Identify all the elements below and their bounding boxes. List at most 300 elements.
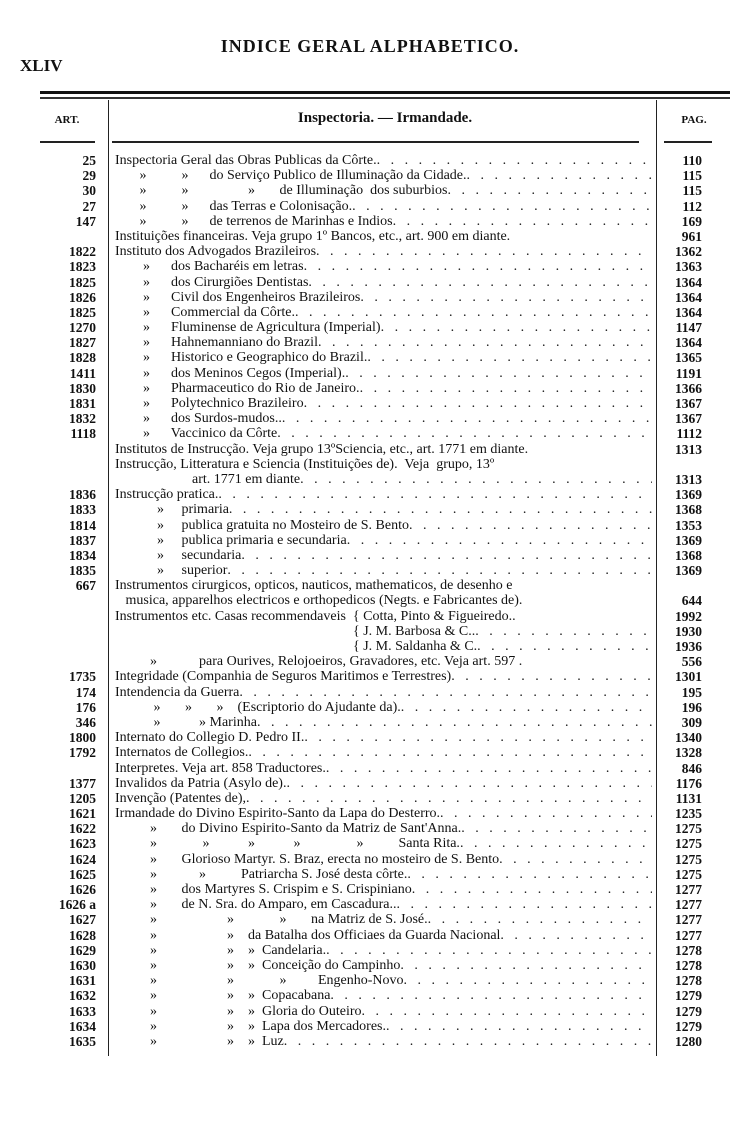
entry-text-line bbox=[115, 745, 652, 760]
index-entry bbox=[0, 639, 736, 654]
index-table bbox=[0, 153, 736, 1049]
dot-leader bbox=[286, 776, 652, 791]
header-rule-thin bbox=[40, 97, 730, 99]
article-number: 1633 bbox=[69, 1003, 96, 1019]
entry-text: » » de terrenos de Marinhas e Indios bbox=[115, 213, 393, 229]
entry-text-line bbox=[115, 730, 652, 745]
entry-text-line bbox=[115, 396, 652, 411]
entry-text: » dos Cirurgiões Dentistas bbox=[115, 274, 309, 290]
entry-text: Irmandade do Divino Espirito-Santo da Lapa do Desterro. bbox=[115, 806, 441, 822]
dot-leader bbox=[477, 639, 652, 654]
article-number: 1627 bbox=[69, 912, 96, 928]
index-entry bbox=[0, 593, 736, 608]
entry-text-line bbox=[115, 882, 652, 897]
dot-leader bbox=[330, 988, 652, 1003]
dot-leader bbox=[404, 973, 652, 988]
page-number: 1279 bbox=[675, 988, 702, 1004]
page-number: 195 bbox=[681, 684, 702, 700]
index-entry bbox=[0, 214, 736, 229]
entry-text: Instrucção pratica. bbox=[115, 487, 219, 503]
page-number: 1366 bbox=[675, 380, 702, 396]
page-number: 1930 bbox=[675, 623, 702, 639]
page-number: 1364 bbox=[675, 304, 702, 320]
page-number: 644 bbox=[681, 593, 702, 609]
entry-text: » do Divino Espirito-Santo da Matriz de Sant'Anna. bbox=[115, 821, 462, 837]
page-number: 1112 bbox=[676, 426, 702, 442]
dot-leader bbox=[412, 882, 652, 897]
index-entry bbox=[0, 715, 736, 730]
dot-leader bbox=[304, 259, 652, 274]
header-rule bbox=[40, 91, 730, 94]
entry-text-line bbox=[115, 199, 652, 214]
entry-text-line bbox=[115, 214, 652, 229]
index-entry bbox=[0, 912, 736, 927]
index-entry bbox=[0, 442, 736, 457]
article-number: 1624 bbox=[69, 851, 96, 867]
page-number: 309 bbox=[681, 714, 702, 730]
dot-leader bbox=[284, 1034, 652, 1049]
page-number: 196 bbox=[681, 699, 702, 715]
entry-text: » » » Conceição do Campinho bbox=[115, 957, 401, 973]
entry-text: Institutos de Instrucção. Veja grupo 13ºSciencia, etc., art. 1771 em diante. bbox=[115, 441, 529, 457]
index-entry bbox=[0, 609, 736, 624]
article-number: 1635 bbox=[69, 1033, 96, 1049]
page-number: 1278 bbox=[675, 942, 702, 958]
entry-text: { J. M. Barbosa & C.. bbox=[115, 623, 476, 639]
entry-text: » » Patriarcha S. José desta côrte. bbox=[115, 866, 408, 882]
entry-text: musica, apparelhos electricos e orthopedicos (Negts. e Fabricantes de). bbox=[115, 593, 523, 609]
index-entry bbox=[0, 563, 736, 578]
page-number: 1992 bbox=[675, 608, 702, 624]
index-entry bbox=[0, 821, 736, 836]
dot-leader bbox=[300, 472, 652, 487]
article-number: 176 bbox=[75, 699, 96, 715]
index-entry bbox=[0, 836, 736, 851]
page-number: 1936 bbox=[675, 639, 702, 654]
dot-leader bbox=[316, 244, 652, 259]
entry-text-line bbox=[115, 943, 652, 958]
entry-text-line bbox=[115, 518, 652, 533]
page-number: 1363 bbox=[675, 259, 702, 275]
article-number: 1825 bbox=[69, 274, 96, 290]
index-entry bbox=[0, 958, 736, 973]
entry-text-line bbox=[115, 305, 652, 320]
index-entry bbox=[0, 882, 736, 897]
entry-text: » Historico e Geographico do Brazil. bbox=[115, 350, 368, 366]
entry-text: » » » Luz bbox=[115, 1033, 284, 1049]
dot-leader bbox=[367, 350, 652, 365]
index-entry bbox=[0, 396, 736, 411]
page-number: 1176 bbox=[675, 775, 702, 791]
article-number: 147 bbox=[75, 213, 96, 229]
entry-text-line bbox=[115, 244, 652, 259]
article-number: 667 bbox=[75, 578, 96, 594]
article-number: 174 bbox=[75, 684, 96, 700]
page-number: 1275 bbox=[675, 821, 702, 837]
column-header-art: ART. bbox=[54, 114, 80, 126]
entry-text-line bbox=[115, 563, 652, 578]
entry-text-line bbox=[115, 153, 652, 168]
entry-text-line bbox=[115, 457, 652, 472]
page-number: 1275 bbox=[675, 866, 702, 882]
entry-text: » Hahnemanniano do Brazil bbox=[115, 335, 318, 351]
page-number: 115 bbox=[682, 168, 702, 184]
dot-leader bbox=[381, 320, 652, 335]
entry-text: » dos Surdos-mudos.. bbox=[115, 411, 282, 427]
index-entry bbox=[0, 1019, 736, 1034]
entry-text: Instrumentos cirurgicos, opticos, nauticos, mathematicos, de desenho e bbox=[115, 578, 513, 594]
index-entry bbox=[0, 928, 736, 943]
dot-leader bbox=[295, 305, 652, 320]
entry-text-line bbox=[115, 836, 652, 851]
entry-text: » » » Copacabana bbox=[115, 988, 331, 1004]
entry-text: » dos Bacharéis em letras bbox=[115, 259, 304, 275]
entry-text: Integridade (Companhia de Seguros Maritimos e Terrestres) bbox=[115, 669, 452, 685]
entry-text: » Vaccinico da Côrte bbox=[115, 426, 278, 442]
entry-text: Intendencia da Guerra bbox=[115, 684, 240, 700]
dot-leader bbox=[308, 275, 652, 290]
index-entry bbox=[0, 1004, 736, 1019]
article-number: 1626 bbox=[69, 882, 96, 897]
dot-leader bbox=[451, 669, 652, 684]
dot-leader bbox=[326, 943, 652, 958]
entry-text-line bbox=[115, 624, 652, 639]
entry-text: Instrucção, Litteratura e Sciencia (Instituições de). Veja grupo, 13º bbox=[115, 456, 495, 472]
dot-leader bbox=[318, 335, 652, 350]
dot-leader bbox=[409, 518, 652, 533]
entry-text-line bbox=[115, 472, 652, 487]
entry-text: » » das Terras e Colonisação. bbox=[115, 198, 353, 214]
entry-text-line bbox=[115, 487, 652, 502]
index-entry bbox=[0, 578, 736, 593]
article-number: 1205 bbox=[69, 790, 96, 806]
entry-text-line bbox=[115, 988, 652, 1003]
dot-leader bbox=[257, 715, 652, 730]
index-entry bbox=[0, 1034, 736, 1049]
page-number: 1277 bbox=[675, 882, 702, 897]
article-number: 1831 bbox=[69, 396, 96, 411]
page-number: 112 bbox=[682, 198, 702, 214]
article-number: 1629 bbox=[69, 942, 96, 958]
index-entry bbox=[0, 700, 736, 715]
article-number: 1837 bbox=[69, 532, 96, 548]
index-entry bbox=[0, 335, 736, 350]
column-header-pag: PAG. bbox=[681, 114, 707, 126]
dot-leader bbox=[360, 290, 652, 305]
dot-leader bbox=[360, 381, 652, 396]
article-number: 1830 bbox=[69, 380, 96, 396]
article-number: 1377 bbox=[69, 775, 96, 791]
index-entry bbox=[0, 290, 736, 305]
index-entry bbox=[0, 730, 736, 745]
entry-text-line bbox=[115, 639, 652, 654]
entry-text-line bbox=[115, 168, 652, 183]
index-entry bbox=[0, 745, 736, 760]
entry-text-line bbox=[115, 1019, 652, 1034]
page-number: 1369 bbox=[675, 532, 702, 548]
page-number: 1367 bbox=[675, 411, 702, 427]
entry-text-line bbox=[115, 578, 652, 593]
entry-text-line bbox=[115, 229, 652, 244]
index-entry bbox=[0, 411, 736, 426]
entry-text-line bbox=[115, 548, 652, 563]
page-number: 1131 bbox=[675, 790, 702, 806]
index-entry bbox=[0, 168, 736, 183]
entry-text-line bbox=[115, 1004, 652, 1019]
entry-text-line bbox=[115, 502, 652, 517]
entry-text: » Glorioso Martyr. S. Braz, erecta no mosteiro de S. Bento bbox=[115, 851, 500, 867]
page-number: 1277 bbox=[675, 927, 702, 943]
article-number: 1834 bbox=[69, 547, 96, 563]
index-entry bbox=[0, 502, 736, 517]
entry-text: » » » Engenho-Novo bbox=[115, 973, 404, 989]
index-entry bbox=[0, 533, 736, 548]
entry-text: Invenção (Patentes de), bbox=[115, 790, 246, 806]
dot-leader bbox=[227, 563, 652, 578]
entry-text: » » » de Illuminação dos suburbios bbox=[115, 183, 448, 199]
index-entry bbox=[0, 350, 736, 365]
article-number: 1622 bbox=[69, 821, 96, 837]
page-number: 1369 bbox=[675, 487, 702, 503]
page-number: 1279 bbox=[675, 1018, 702, 1034]
index-entry bbox=[0, 669, 736, 684]
entry-text: art. 1771 em diante bbox=[115, 471, 301, 487]
entry-text-line bbox=[115, 366, 652, 381]
entry-text: » » » na Matriz de S. José. bbox=[115, 912, 428, 928]
page-number: 1313 bbox=[675, 471, 702, 487]
dot-leader bbox=[428, 912, 652, 927]
index-entry bbox=[0, 244, 736, 259]
art-header-rule bbox=[40, 141, 95, 143]
index-entry bbox=[0, 275, 736, 290]
entry-text: » Commercial da Côrte. bbox=[115, 304, 296, 320]
entry-text-line bbox=[115, 761, 652, 776]
entry-text-line bbox=[115, 867, 652, 882]
entry-text-line bbox=[115, 275, 652, 290]
index-entry bbox=[0, 943, 736, 958]
page-number: 1147 bbox=[675, 320, 702, 336]
article-number: 1631 bbox=[69, 973, 96, 989]
dot-leader bbox=[304, 396, 652, 411]
index-entry bbox=[0, 685, 736, 700]
dot-leader bbox=[239, 685, 652, 700]
entry-text-line bbox=[115, 776, 652, 791]
entry-text-line bbox=[115, 442, 652, 457]
index-entry bbox=[0, 153, 736, 168]
entry-text-line bbox=[115, 669, 652, 684]
entry-text: » Civil dos Engenheiros Brazileiros bbox=[115, 289, 361, 305]
page-number: 169 bbox=[681, 213, 702, 229]
index-entry bbox=[0, 472, 736, 487]
entry-text: » » da Batalha dos Officiaes da Guarda Nacional bbox=[115, 927, 501, 943]
index-entry bbox=[0, 973, 736, 988]
article-number: 30 bbox=[82, 183, 96, 199]
dot-leader bbox=[277, 426, 652, 441]
article-number: 29 bbox=[82, 168, 96, 184]
article-number: 1825 bbox=[69, 304, 96, 320]
section-heading: Inspectoria. — Irmandade. bbox=[297, 110, 473, 126]
article-number: 1792 bbox=[69, 745, 96, 761]
index-entry bbox=[0, 229, 736, 244]
dot-leader bbox=[229, 502, 652, 517]
article-number: 1628 bbox=[69, 927, 96, 943]
dot-leader bbox=[440, 806, 652, 821]
dot-leader bbox=[326, 761, 652, 776]
entry-text: » » do Serviço Publico de Illuminação da Cidade. bbox=[115, 168, 467, 184]
dot-leader bbox=[362, 1004, 652, 1019]
dot-leader bbox=[347, 533, 652, 548]
index-entry bbox=[0, 487, 736, 502]
entry-text-line bbox=[115, 958, 652, 973]
page-number: 1364 bbox=[675, 274, 702, 290]
pag-header-rule bbox=[664, 141, 712, 143]
dot-leader bbox=[386, 1019, 652, 1034]
entry-text-line bbox=[115, 1034, 652, 1049]
entry-text: { J. M. Saldanha & C. bbox=[115, 639, 478, 654]
article-number: 1835 bbox=[69, 563, 96, 579]
page-number: 1368 bbox=[675, 502, 702, 518]
page-number: 1353 bbox=[675, 517, 702, 533]
article-number: 27 bbox=[82, 198, 96, 214]
article-number: 1625 bbox=[69, 866, 96, 882]
page-number: 1280 bbox=[675, 1033, 702, 1049]
page-number: 1279 bbox=[675, 1003, 702, 1019]
entry-text: » Fluminense de Agricultura (Imperial) bbox=[115, 320, 381, 336]
entry-text-line bbox=[115, 897, 652, 912]
entry-text: » dos Martyres S. Crispim e S. Crispiniano bbox=[115, 882, 412, 897]
article-number: 1270 bbox=[69, 320, 96, 336]
article-number: 1630 bbox=[69, 957, 96, 973]
entry-text: Invalidos da Patria (Asylo de). bbox=[115, 775, 287, 791]
article-number: 1118 bbox=[70, 426, 96, 442]
entry-text-line bbox=[115, 852, 652, 867]
entry-text: Internato do Collegio D. Pedro II. bbox=[115, 730, 305, 746]
page-number: 1275 bbox=[675, 836, 702, 852]
index-entry bbox=[0, 183, 736, 198]
dot-leader bbox=[218, 487, 652, 502]
article-number: 1833 bbox=[69, 502, 96, 518]
article-number: 1814 bbox=[69, 517, 96, 533]
index-entry bbox=[0, 381, 736, 396]
index-entry bbox=[0, 806, 736, 821]
article-number: 1735 bbox=[69, 669, 96, 685]
entry-text-line bbox=[115, 715, 652, 730]
index-entry bbox=[0, 518, 736, 533]
entry-text: Instituições financeiras. Veja grupo 1º Bancos, etc., art. 900 em diante. bbox=[115, 228, 511, 244]
entry-text-line bbox=[115, 685, 652, 700]
page-number: 1278 bbox=[675, 973, 702, 989]
page-number: 846 bbox=[681, 760, 702, 776]
page-number: 1277 bbox=[675, 912, 702, 928]
index-entry bbox=[0, 366, 736, 381]
entry-text-line bbox=[115, 411, 652, 426]
entry-text: » » » » » Santa Rita. bbox=[115, 836, 460, 852]
article-number: 1626 a bbox=[58, 897, 96, 913]
index-entry bbox=[0, 852, 736, 867]
entry-text-line bbox=[115, 700, 652, 715]
entry-text: » » » Lapa dos Mercadores. bbox=[115, 1018, 387, 1034]
dot-leader bbox=[407, 867, 652, 882]
dot-leader bbox=[447, 183, 652, 198]
entry-text-line bbox=[115, 928, 652, 943]
page-number: 1364 bbox=[675, 289, 702, 305]
article-number: 1822 bbox=[69, 244, 96, 260]
dot-leader bbox=[282, 411, 652, 426]
article-number: 1411 bbox=[69, 365, 96, 381]
entry-text: » primaria bbox=[115, 502, 229, 518]
index-entry bbox=[0, 305, 736, 320]
dot-leader bbox=[393, 214, 652, 229]
entry-text: » publica primaria e secundaria bbox=[115, 532, 347, 548]
entry-text-line bbox=[115, 259, 652, 274]
page-number: 1301 bbox=[675, 669, 702, 685]
article-number: 1634 bbox=[69, 1018, 96, 1034]
dot-leader bbox=[246, 791, 652, 806]
entry-text: » » » (Escriptorio do Ajudante da). bbox=[115, 699, 401, 715]
entry-text-line bbox=[115, 335, 652, 350]
dot-leader bbox=[475, 624, 652, 639]
dot-leader bbox=[499, 852, 652, 867]
index-entry bbox=[0, 654, 736, 669]
dot-leader bbox=[400, 958, 652, 973]
entry-text-line bbox=[115, 912, 652, 927]
page-number: 961 bbox=[681, 228, 702, 244]
entry-text: » publica gratuita no Mosteiro de S. Bento bbox=[115, 517, 409, 533]
entry-text-line bbox=[115, 791, 652, 806]
entry-text-line bbox=[115, 609, 652, 624]
index-entry bbox=[0, 624, 736, 639]
index-entry bbox=[0, 761, 736, 776]
running-title: INDICE GERAL ALPHABETICO. bbox=[220, 36, 520, 56]
entry-text: » secundaria bbox=[115, 547, 242, 563]
entry-text-line bbox=[115, 806, 652, 821]
entry-text-line bbox=[115, 533, 652, 548]
page-number: 556 bbox=[681, 654, 702, 670]
article-number: 1623 bbox=[69, 836, 96, 852]
article-number: 1621 bbox=[69, 806, 96, 822]
entry-text: Interpretes. Veja art. 858 Traductores. bbox=[115, 760, 326, 776]
article-number: 1827 bbox=[69, 335, 96, 351]
entry-text: » de N. Sra. do Amparo, em Cascadura.. bbox=[115, 897, 397, 913]
index-entry bbox=[0, 548, 736, 563]
article-number: 346 bbox=[75, 714, 96, 730]
entry-text-line bbox=[115, 426, 652, 441]
page-number: 1368 bbox=[675, 547, 702, 563]
page-number: 1365 bbox=[675, 350, 702, 366]
dot-leader bbox=[500, 928, 652, 943]
entry-text: » superior bbox=[115, 563, 228, 579]
entry-text-line bbox=[115, 821, 652, 836]
entry-text-line bbox=[115, 183, 652, 198]
article-number: 1832 bbox=[69, 411, 96, 427]
page-number: 1340 bbox=[675, 730, 702, 746]
entry-text: » dos Meninos Cegos (Imperial). bbox=[115, 365, 346, 381]
dot-leader bbox=[461, 821, 652, 836]
entry-text: Inspectoria Geral das Obras Publicas da Côrte. bbox=[115, 153, 377, 168]
index-entry bbox=[0, 776, 736, 791]
entry-text: » Polytechnico Brazileiro bbox=[115, 396, 304, 411]
page-folio: XLIV bbox=[20, 56, 63, 75]
entry-text-line bbox=[115, 381, 652, 396]
article-number: 1632 bbox=[69, 988, 96, 1004]
article-number: 25 bbox=[82, 153, 96, 168]
dot-leader bbox=[248, 745, 652, 760]
index-entry bbox=[0, 320, 736, 335]
page-number: 1369 bbox=[675, 563, 702, 579]
entry-text: Instituto dos Advogados Brazileiros bbox=[115, 244, 317, 260]
article-number: 1800 bbox=[69, 730, 96, 746]
entry-text: Instrumentos etc. Casas recommendaveis { Cotta, Pinto & Figueiredo.. bbox=[115, 608, 516, 624]
